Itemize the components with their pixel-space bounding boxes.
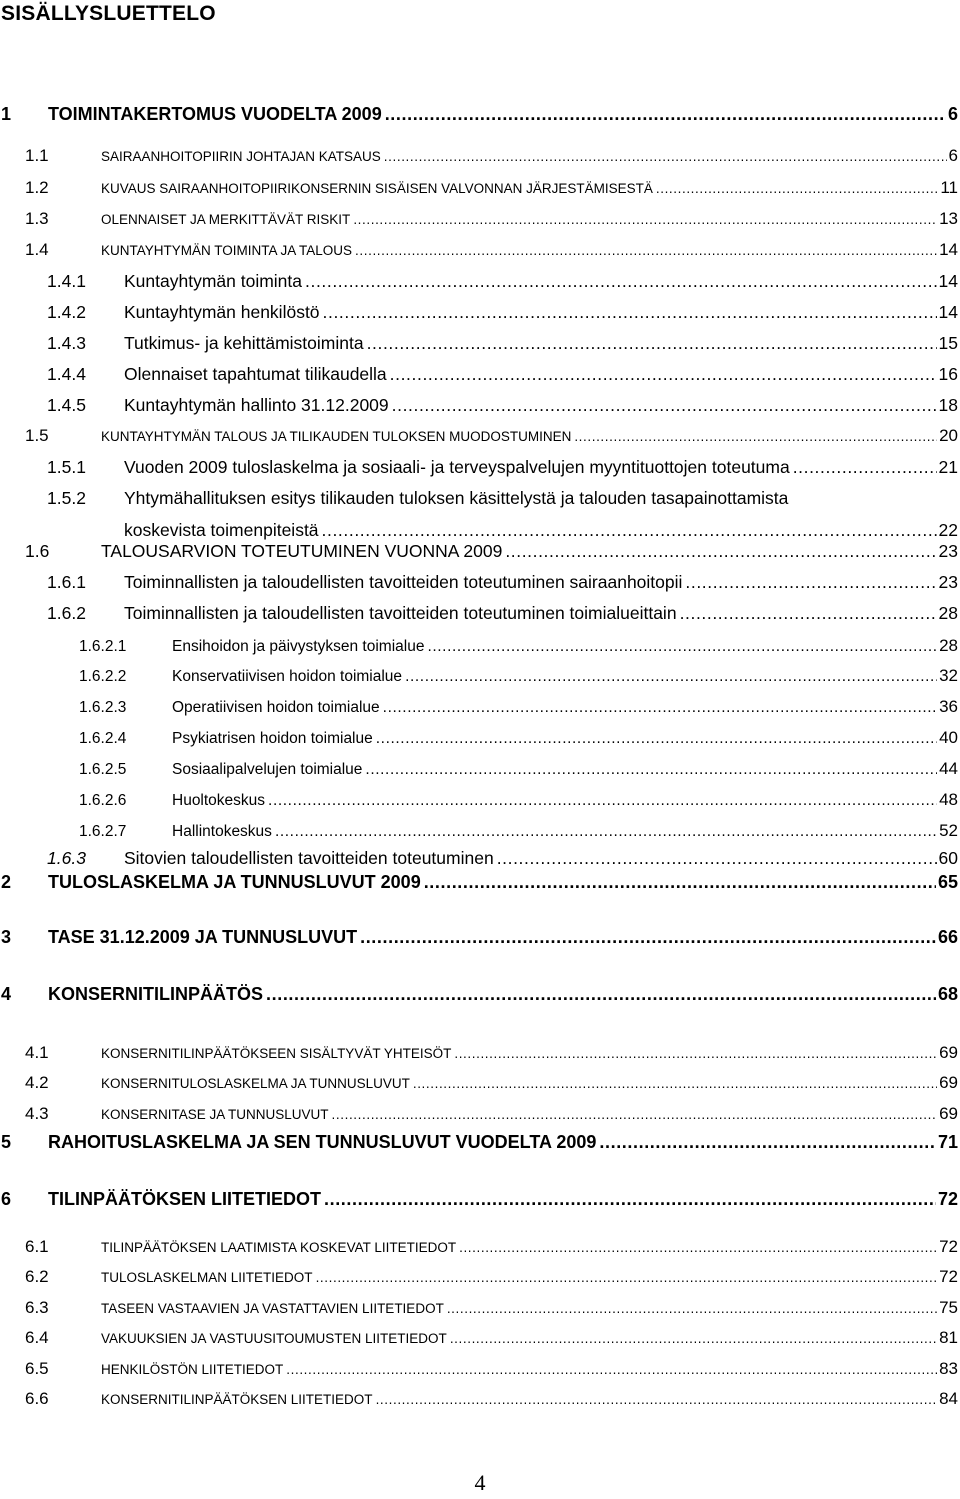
toc-entry-number: 1.6.2.2 bbox=[79, 668, 127, 685]
toc-entry-title: TULOSLASKELMA JA TUNNUSLUVUT 2009 bbox=[48, 872, 421, 892]
toc-entry-title: KONSERNITASE JA TUNNUSLUVUT bbox=[101, 1107, 329, 1122]
toc-entry[interactable] bbox=[25, 178, 958, 198]
toc-entry-page: 44 bbox=[939, 759, 958, 778]
toc-entry-number: 6.5 bbox=[25, 1359, 49, 1378]
dot-leader bbox=[383, 699, 937, 717]
toc-entry-page: 69 bbox=[939, 1073, 958, 1092]
toc-entry-number: 1.6.2.1 bbox=[79, 638, 127, 655]
toc-entry-continuation[interactable] bbox=[124, 520, 958, 541]
toc-entry-number: 1.4.5 bbox=[47, 395, 86, 415]
toc-entry-page: 6 bbox=[947, 104, 958, 124]
toc-entry-title: KUVAUS SAIRAANHOITOPIIRIKONSERNIN SISÄISEN VALVONNAN JÄRJESTÄMISESTÄ bbox=[101, 181, 653, 196]
toc-entry-number: 1.4.4 bbox=[47, 364, 86, 384]
toc-entry-number: 4.2 bbox=[25, 1073, 49, 1092]
toc-entry-page: 16 bbox=[938, 364, 958, 384]
toc-entry[interactable] bbox=[25, 1073, 958, 1093]
toc-entry-page: 72 bbox=[939, 1237, 958, 1256]
toc-entry-number: 1.1 bbox=[25, 146, 49, 165]
toc-entry-title: TASE 31.12.2009 JA TUNNUSLUVUT bbox=[48, 927, 358, 947]
toc-entry[interactable] bbox=[47, 572, 958, 593]
toc-entry-page: 75 bbox=[939, 1298, 958, 1317]
dot-leader bbox=[685, 572, 936, 593]
dot-leader bbox=[376, 1392, 938, 1407]
toc-entry-title: Vuoden 2009 tuloslaskelma ja sosiaali- ja terveyspalvelujen myyntituottojen toteutuma bbox=[124, 457, 790, 477]
toc-entry[interactable] bbox=[25, 541, 958, 562]
toc-entry[interactable] bbox=[25, 1043, 958, 1063]
toc-entry-title: Yhtymähallituksen esitys tilikauden tuloksen käsittelystä ja talouden tasapainottamista bbox=[124, 488, 789, 508]
toc-entry-number: 1.6.2.4 bbox=[79, 730, 127, 747]
toc-entry-page: 28 bbox=[939, 636, 958, 655]
toc-entry[interactable] bbox=[79, 790, 958, 810]
toc-entry[interactable] bbox=[47, 364, 958, 385]
toc-entry-title: OLENNAISET JA MERKITTÄVÄT RISKIT bbox=[101, 212, 351, 227]
dot-leader bbox=[599, 1132, 936, 1153]
toc-entry-title: TULOSLASKELMAN LIITETIEDOT bbox=[101, 1270, 313, 1285]
toc-entry-page: 21 bbox=[938, 457, 958, 477]
toc-entry[interactable] bbox=[47, 488, 958, 509]
dot-leader bbox=[316, 1270, 938, 1285]
toc-entry[interactable] bbox=[25, 1267, 958, 1287]
toc-entry-page: 15 bbox=[938, 333, 958, 353]
toc-entry[interactable] bbox=[79, 666, 958, 686]
toc-entry-title: Toiminnallisten ja taloudellisten tavoitteiden toteutuminen toimialueittain bbox=[124, 603, 677, 623]
toc-entry[interactable] bbox=[47, 333, 958, 354]
toc-entry-number: 6 bbox=[1, 1189, 12, 1209]
toc-entry-number: 1.5 bbox=[25, 426, 49, 445]
toc-entry-title: Kuntayhtymän hallinto 31.12.2009 bbox=[124, 395, 389, 415]
toc-entry-title: TILINPÄÄTÖKSEN LAATIMISTA KOSKEVAT LIITETIEDOT bbox=[101, 1240, 457, 1255]
toc-entry-title: Sosiaalipalvelujen toimialue bbox=[172, 761, 363, 778]
dot-leader bbox=[322, 520, 937, 541]
dot-leader bbox=[360, 927, 936, 948]
toc-entry-title: Konservatiivisen hoidon toimialue bbox=[172, 668, 403, 685]
dot-leader bbox=[497, 848, 937, 869]
dot-leader bbox=[355, 243, 937, 258]
dot-leader bbox=[413, 1076, 937, 1091]
toc-entry-number: 2 bbox=[1, 872, 12, 892]
toc-entry[interactable] bbox=[25, 146, 958, 166]
toc-entry-page: 36 bbox=[939, 697, 958, 716]
toc-entry[interactable] bbox=[79, 759, 958, 779]
dot-leader bbox=[286, 1362, 937, 1377]
dot-leader bbox=[266, 984, 936, 1005]
toc-entry-page: 20 bbox=[939, 426, 958, 445]
dot-leader bbox=[324, 1189, 936, 1210]
toc-entry[interactable] bbox=[47, 848, 958, 869]
toc-entry-title: Toiminnallisten ja taloudellisten tavoitteiden toteutuminen sairaanhoitopii bbox=[124, 572, 683, 592]
toc-entry[interactable] bbox=[47, 457, 958, 478]
toc-entry-page: 6 bbox=[948, 146, 958, 165]
toc-entry-page: 48 bbox=[939, 790, 958, 809]
toc-entry-page: 40 bbox=[939, 728, 958, 747]
toc-entry-title: Olennaiset tapahtumat tilikaudella bbox=[124, 364, 387, 384]
toc-entry-page: 65 bbox=[937, 872, 958, 892]
toc-entry-number: 1.5.1 bbox=[47, 457, 86, 477]
toc-entry-page: 13 bbox=[939, 209, 958, 228]
dot-leader bbox=[376, 730, 937, 748]
toc-entry-title: Tutkimus- ja kehittämistoiminta bbox=[124, 333, 364, 353]
toc-entry-title: Huoltokeskus bbox=[172, 792, 266, 809]
toc-entry[interactable] bbox=[1, 1189, 958, 1210]
toc-entry-title: Ensihoidon ja päivystyksen toimialue bbox=[172, 638, 425, 655]
toc-entry-title: KUNTAYHTYMÄN TALOUS JA TILIKAUDEN TULOKSEN MUODOSTUMINEN bbox=[101, 429, 572, 444]
toc-entry-number: 1.5.2 bbox=[47, 488, 86, 508]
toc-entry[interactable] bbox=[79, 636, 958, 656]
toc-entry-title: KONSERNITILINPÄÄTÖKSEEN SISÄLTYVÄT YHTEISÖT bbox=[101, 1046, 452, 1061]
dot-leader bbox=[390, 364, 937, 385]
toc-entry-number: 1.6.3 bbox=[47, 848, 86, 868]
dot-leader bbox=[353, 212, 937, 227]
page-title: SISÄLLYSLUETTELO bbox=[1, 2, 216, 25]
toc-entry-title: KONSERNITILINPÄÄTÖKSEN LIITETIEDOT bbox=[101, 1392, 373, 1407]
toc-entry-page: 69 bbox=[939, 1104, 958, 1123]
toc-entry-page: 71 bbox=[937, 1132, 958, 1152]
toc-entry-title: VAKUUKSIEN JA VASTUUSITOUMUSTEN LIITETIEDOT bbox=[101, 1331, 447, 1346]
toc-entry[interactable] bbox=[47, 603, 958, 624]
toc-entry[interactable] bbox=[1, 927, 958, 948]
toc-entry-title: KONSERNITILINPÄÄTÖS bbox=[48, 984, 264, 1004]
dot-leader bbox=[268, 792, 937, 810]
toc-entry[interactable] bbox=[25, 1298, 958, 1318]
dot-leader bbox=[454, 1046, 937, 1061]
toc-entry[interactable] bbox=[79, 821, 958, 841]
toc-entry-page: 14 bbox=[938, 271, 958, 291]
toc-entry-page: 72 bbox=[937, 1189, 958, 1209]
toc-entry[interactable] bbox=[79, 728, 958, 748]
toc-entry-number: 6.2 bbox=[25, 1267, 49, 1286]
toc-entry[interactable] bbox=[1, 104, 958, 125]
toc-entry-page: 11 bbox=[940, 178, 958, 197]
toc-entry-title: RAHOITUSLASKELMA JA SEN TUNNUSLUVUT VUODELTA 2009 bbox=[48, 1132, 597, 1152]
toc-entry[interactable] bbox=[47, 395, 958, 416]
toc-entry-number: 1.2 bbox=[25, 178, 49, 197]
toc-entry[interactable] bbox=[25, 1104, 958, 1124]
toc-entry-number: 6.4 bbox=[25, 1328, 49, 1347]
dot-leader bbox=[424, 872, 936, 893]
dot-leader bbox=[392, 395, 937, 416]
toc-entry-number: 1.4.3 bbox=[47, 333, 86, 353]
toc-entry-page: 72 bbox=[939, 1267, 958, 1286]
toc-entry-title: Operatiivisen hoidon toimialue bbox=[172, 699, 380, 716]
dot-leader bbox=[680, 603, 937, 624]
toc-entry-title: SAIRAANHOITOPIIRIN JOHTAJAN KATSAUS bbox=[101, 149, 381, 164]
toc-entry-page: 69 bbox=[939, 1043, 958, 1062]
toc-entry-title: TASEEN VASTAAVIEN JA VASTATTAVIEN LIITETIEDOT bbox=[101, 1301, 444, 1316]
toc-entry-title: Psykiatrisen hoidon toimialue bbox=[172, 730, 373, 747]
dot-leader bbox=[275, 823, 937, 841]
toc-entry[interactable] bbox=[25, 426, 958, 446]
dot-leader bbox=[656, 181, 938, 196]
dot-leader bbox=[385, 104, 946, 125]
dot-leader bbox=[367, 333, 937, 354]
page-number: 4 bbox=[474, 1470, 486, 1495]
toc-entry[interactable] bbox=[25, 240, 958, 260]
dot-leader bbox=[427, 638, 937, 656]
toc-entry-title: TILINPÄÄTÖKSEN LIITETIEDOT bbox=[48, 1189, 321, 1209]
toc-entry-page: 23 bbox=[938, 541, 958, 561]
toc-entry-number: 1.4.2 bbox=[47, 302, 86, 322]
toc-entry-page: 18 bbox=[938, 395, 958, 415]
toc-entry-number: 1.6.2 bbox=[47, 603, 86, 623]
toc-entry-page: 84 bbox=[939, 1389, 958, 1408]
toc-entry-number: 6.6 bbox=[25, 1389, 49, 1408]
toc-entry-title: Sitovien taloudellisten tavoitteiden toteutuminen bbox=[124, 848, 494, 868]
dot-leader bbox=[459, 1240, 937, 1255]
toc-entry-page: 14 bbox=[938, 302, 958, 322]
toc-entry-page: 28 bbox=[938, 603, 958, 623]
dot-leader bbox=[365, 761, 937, 779]
toc-entry-number: 1.4 bbox=[25, 240, 49, 259]
toc-entry-title: Hallintokeskus bbox=[172, 823, 272, 840]
toc-entry[interactable] bbox=[25, 1359, 958, 1379]
toc-entry-number: 4.3 bbox=[25, 1104, 49, 1123]
toc-entry-title: Kuntayhtymän henkilöstö bbox=[124, 302, 320, 322]
toc-entry-page: 83 bbox=[939, 1359, 958, 1378]
dot-leader bbox=[505, 541, 936, 562]
toc-entry[interactable] bbox=[25, 1389, 958, 1409]
toc-entry-number: 6.1 bbox=[25, 1237, 49, 1256]
toc-entry-page: 60 bbox=[938, 848, 958, 868]
dot-leader bbox=[793, 457, 937, 478]
dot-leader bbox=[332, 1107, 938, 1122]
toc-entry[interactable] bbox=[25, 209, 958, 229]
toc-entry-number: 6.3 bbox=[25, 1298, 49, 1317]
toc-entry[interactable] bbox=[47, 302, 958, 323]
toc-entry-title: KUNTAYHTYMÄN TOIMINTA JA TALOUS bbox=[101, 243, 353, 258]
toc-entry-number: 1.6.2.3 bbox=[79, 699, 127, 716]
toc-entry[interactable] bbox=[1, 872, 958, 893]
toc-entry-number: 1.6.2.7 bbox=[79, 823, 127, 840]
toc-entry-number: 1.3 bbox=[25, 209, 49, 228]
dot-leader bbox=[323, 302, 937, 323]
dot-leader bbox=[574, 429, 937, 444]
toc-entry[interactable] bbox=[1, 1132, 958, 1153]
toc-entry[interactable] bbox=[1, 984, 958, 1005]
toc-entry-number: 4 bbox=[1, 984, 12, 1004]
toc-entry-title-cont: koskevista toimenpiteistä bbox=[124, 520, 319, 540]
toc-entry-page: 52 bbox=[939, 821, 958, 840]
toc-entry-page: 66 bbox=[937, 927, 958, 947]
toc-entry-title: HENKILÖSTÖN LIITETIEDOT bbox=[101, 1362, 284, 1377]
toc-entry-page: 22 bbox=[938, 520, 958, 540]
dot-leader bbox=[447, 1301, 937, 1316]
toc-entry-title: Kuntayhtymän toiminta bbox=[124, 271, 303, 291]
dot-leader bbox=[450, 1331, 937, 1346]
toc-entry[interactable] bbox=[25, 1328, 958, 1348]
toc-entry-number: 1 bbox=[1, 104, 12, 124]
toc-entry-page: 14 bbox=[939, 240, 958, 259]
dot-leader bbox=[384, 149, 947, 164]
toc-entry-title: KONSERNITULOSLASKELMA JA TUNNUSLUVUT bbox=[101, 1076, 410, 1091]
toc-entry-title: TALOUSARVION TOTEUTUMINEN VUONNA 2009 bbox=[101, 541, 503, 561]
toc-entry[interactable] bbox=[79, 697, 958, 717]
toc-entry-number: 1.6.2.6 bbox=[79, 792, 127, 809]
toc-entry-title: TOIMINTAKERTOMUS VUODELTA 2009 bbox=[48, 104, 382, 124]
toc-entry[interactable] bbox=[25, 1237, 958, 1257]
toc-entry-number: 1.4.1 bbox=[47, 271, 86, 291]
toc-entry-number: 4.1 bbox=[25, 1043, 49, 1062]
toc-entry[interactable] bbox=[47, 271, 958, 292]
toc-entry-page: 32 bbox=[939, 666, 958, 685]
toc-entry-number: 3 bbox=[1, 927, 12, 947]
toc-entry-number: 5 bbox=[1, 1132, 12, 1152]
dot-leader bbox=[305, 271, 937, 292]
toc-entry-page: 81 bbox=[939, 1328, 958, 1347]
toc-entry-page: 68 bbox=[937, 984, 958, 1004]
toc-entry-number: 1.6.1 bbox=[47, 572, 86, 592]
dot-leader bbox=[405, 668, 937, 686]
toc-entry-page: 23 bbox=[938, 572, 958, 592]
toc-entry-number: 1.6.2.5 bbox=[79, 761, 127, 778]
toc-entry-number: 1.6 bbox=[25, 541, 50, 561]
